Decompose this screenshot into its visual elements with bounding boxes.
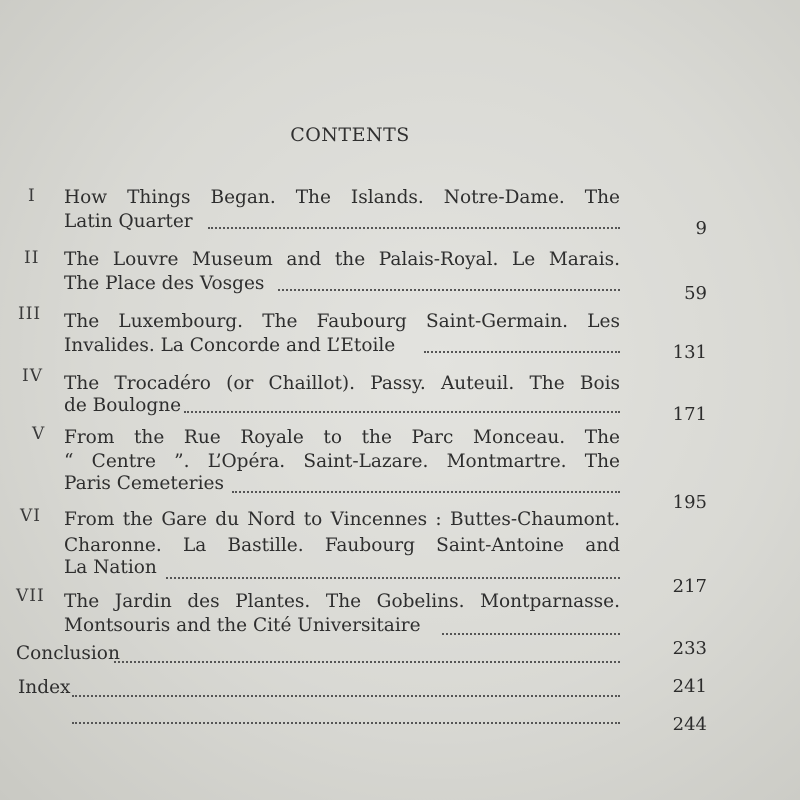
page-number: 244 (672, 714, 707, 735)
entry-line: From the Gare du Nord to Vincennes : Buttes-Chaumont. (64, 509, 620, 530)
chapter-number: VII (16, 586, 45, 606)
page-number: 59 (684, 283, 707, 304)
dot-leader (442, 633, 620, 635)
entry-line: Charonne. La Bastille. Faubourg Saint-Antoine and (64, 535, 620, 556)
page-number: 171 (672, 404, 707, 425)
entry-line: “ Centre ”. L’Opéra. Saint-Lazare. Montmartre. The (64, 451, 620, 472)
dot-leader (72, 722, 620, 724)
entry-last-line (64, 394, 620, 418)
dot-leader (114, 661, 620, 663)
entry-line: The Luxembourg. The Faubourg Saint-Germain. Les (64, 311, 620, 332)
dot-leader (166, 577, 620, 579)
page-number: 195 (672, 492, 707, 513)
entry-line: How Things Began. The Islands. Notre-Dame. The (64, 187, 620, 208)
entry-text: La Nation (64, 557, 157, 578)
entry-text: Invalides. La Concorde and L’Etoile (64, 335, 396, 356)
dot-leader (424, 351, 620, 353)
dot-leader (72, 695, 620, 697)
entry-last-line (64, 210, 620, 234)
entry-last-line (64, 272, 620, 296)
entry-line: The Jardin des Plantes. The Gobelins. Montparnasse. (64, 591, 620, 612)
entry-text: Index (18, 677, 71, 698)
entry-line: From the Rue Royale to the Parc Monceau. The (64, 427, 620, 448)
entry-text: Montsouris and the Cité Universitaire (64, 615, 421, 636)
chapter-number: VI (20, 506, 41, 526)
chapter-number: IV (22, 366, 43, 386)
entry-line: The Trocadéro (or Chaillot). Passy. Auteuil. The Bois (64, 373, 620, 394)
dot-leader (278, 289, 620, 291)
entry-text: Latin Quarter (64, 211, 193, 232)
dot-leader (184, 411, 620, 413)
page-number: 131 (672, 342, 707, 363)
entry-text: Paris Cemeteries (64, 473, 224, 494)
chapter-number: I (28, 186, 36, 206)
page-number: 9 (695, 218, 707, 239)
entry-last-line (64, 334, 620, 358)
entry-text: de Boulogne (64, 395, 182, 416)
chapter-number: V (32, 424, 46, 444)
dot-leader (232, 491, 620, 493)
dot-leader (208, 227, 620, 229)
entry-text: The Place des Vosges (64, 273, 265, 294)
page-number: 233 (672, 638, 707, 659)
entry-text: Conclusion (16, 643, 120, 664)
page-number: 241 (672, 676, 707, 697)
chapter-number: II (24, 248, 40, 268)
chapter-number: III (18, 304, 42, 324)
entry-line: The Louvre Museum and the Palais-Royal. Le Marais. (64, 249, 620, 270)
page-number: 217 (672, 576, 707, 597)
page-title: CONTENTS (290, 124, 410, 146)
